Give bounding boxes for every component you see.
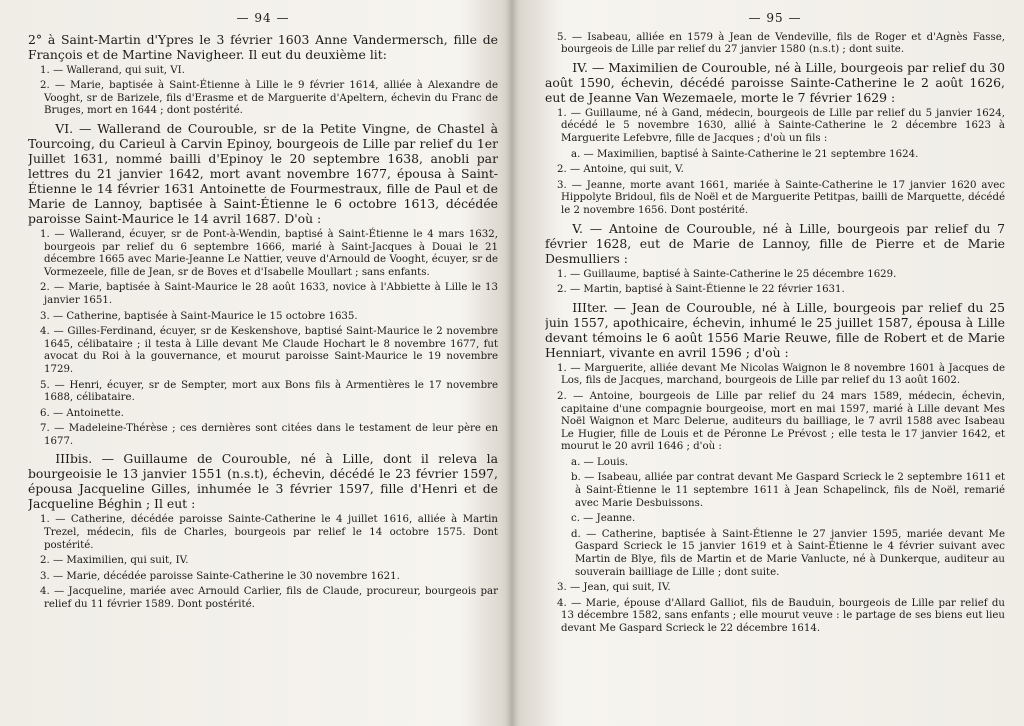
paragraph: a. — Maximilien, baptisé à Sainte-Catherine le 21 septembre 1624. (571, 148, 919, 160)
paragraph: c. — Jeanne. (571, 513, 636, 525)
paragraph: 6. — Antoinette. (40, 407, 124, 419)
paragraph: 5. — Henri, écuyer, sr de Sempter, mort aux Bons fils à Armentières le 17 novembre 1688, célibataire. (40, 379, 498, 404)
paragraph: 1. — Wallerand, qui suit, VI. (40, 64, 185, 76)
paragraph: IIIbis. — Guillaume de Courouble, né à Lille, dont il releva la bourgeoisie le 13 janvier 1551 (n.s.t), échevin, décédé le 23 février 1597, épousa Jacqueline Gilles, inhumée le 3 février 1597, fille d'Henri et de Jacqueline Béghin ; Il eut : (28, 451, 498, 512)
right-page-body (545, 32, 1005, 639)
right-page (545, 12, 1005, 712)
paragraph: 4. — Marie, épouse d'Allard Galliot, fils de Bauduin, bourgeois de Lille par relief du 13 décembre 1582, sans enfants ; elle mourut veuve : le partage de ses biens eut lieu devant Me Gaspard Scrieck le 22 décembre 1614. (557, 597, 1005, 634)
paragraph: 2. — Antoine, bourgeois de Lille par relief du 24 mars 1589, médecin, échevin, capitaine d'une compagnie bourgeoise, mort en mai 1597, marié à Lille devant Mes Noël Waignon et Marc Delerue, auditeurs du bailliage, le 7 avril 1588 avec Isabeau Le Hugier, fille de Louis et de Péronne Le Prévost ; elle testa le 17 janvier 1642, et mourut le 20 avril 1646 ; d'où : (557, 390, 1005, 453)
paragraph: 5. — Isabeau, alliée en 1579 à Jean de Vendeville, fils de Roger et d'Agnès Fasse, bourgeois de Lille par relief du 27 janvier 1580 (n.s.t) ; dont suite. (557, 31, 1005, 56)
paragraph: V. — Antoine de Courouble, né à Lille, bourgeois par relief du 7 février 1628, eut de Marie de Lannoy, fille de Pierre et de Marie Desmulliers : (545, 220, 1005, 266)
paragraph-gap (545, 636, 1005, 639)
paragraph: 2. — Marie, baptisée à Saint-Maurice le 28 août 1633, novice à l'Abbiette à Lille le 13 janvier 1651. (40, 282, 498, 306)
paragraph: 2. — Martin, baptisé à Saint-Étienne le 22 février 1631. (557, 284, 845, 296)
paragraph-gap (28, 612, 498, 615)
paragraph: 7. — Madeleine-Thérèse ; ces dernières sont citées dans le testament de leur père en 1677. (40, 423, 498, 447)
paragraph: a. — Louis. (571, 456, 629, 468)
paragraph: 1. — Wallerand, écuyer, sr de Pont-à-Wendin, baptisé à Saint-Étienne le 4 mars 1632, bourgeois par relief du 6 septembre 1666, marié à Saint-Jacques à Douai le 21 décembre 1665 avec Marie-Jeanne Le Nattier, veuve d'Arnould de Vooght, écuyer, sr de Vormezeele, fille de Jean, sr de Boves et d'Isabelle Moullart ; sans enfants. (40, 228, 498, 278)
paragraph: 4. — Jacqueline, mariée avec Arnould Carlier, fils de Claude, procureur, bourgeois par relief du 11 février 1589. Dont postérité. (40, 586, 498, 611)
paragraph: 2. — Antoine, qui suit, V. (557, 164, 684, 176)
left-page-body (28, 32, 498, 615)
left-page (28, 12, 498, 712)
paragraph: 1. — Guillaume, baptisé à Sainte-Catherine le 25 décembre 1629. (557, 268, 897, 280)
book-gutter (506, 0, 518, 726)
paragraph: IV. — Maximilien de Courouble, né à Lille, bourgeois par relief du 30 août 1590, échevin, décédé paroisse Sainte-Catherine le 2 août 1626, eut de Jeanne Van Wezemaele, morte le 7 février 1629 : (545, 59, 1005, 105)
paragraph: 3. — Catherine, baptisée à Saint-Maurice le 15 octobre 1635. (40, 310, 358, 322)
paragraph: 1. — Catherine, décédée paroisse Sainte-Catherine le 4 juillet 1616, alliée à Martin Trezel, médecin, fils de Charles, bourgeois par relief le 14 octobre 1575. Dont postérité. (40, 514, 498, 551)
paragraph: 2. — Marie, baptisée à Saint-Étienne à Lille le 9 février 1614, alliée à Alexandre de Vooght, sr de Barizele, fils d'Erasme et de Marguerite d'Apeltern, échevin du Franc de Bruges, mort en 1644 ; dont postérité. (40, 80, 498, 117)
paragraph: 1. — Marguerite, alliée devant Me Nicolas Waignon le 8 novembre 1601 à Jacques de Los, fils de Jacques, marchand, bourgeois de Lille par relief du 13 août 1602. (557, 362, 1005, 387)
paragraph: b. — Isabeau, alliée par contrat devant Me Gaspard Scrieck le 2 septembre 1611 et à Saint-Étienne le 11 septembre 1611 à Jean Schapelinck, fils de Noël, remarié avec Marie Desbuissons. (571, 472, 1005, 509)
paragraph: VI. — Wallerand de Courouble, sr de la Petite Vingne, de Chastel à Tourcoing, du Carieul à Carvin Epinoy, bourgeois de Lille par relief du 1er Juillet 1631, nommé bailli d'Epinoy le 20 septembre 1638, anobli par lettres du 21 janvier 1642, mort avant novembre 1677, épousa à Saint-Étienne le 14 février 1631 Antoinette de Fourmestraux, fille de Paul et de Marie de Lannoy, baptisée à Saint-Étienne le 6 octobre 1613, décédée paroisse Saint-Maurice le 14 avril 1687. D'où : (28, 120, 498, 226)
paragraph: 3. — Marie, décédée paroisse Sainte-Catherine le 30 novembre 1621. (40, 570, 400, 582)
paragraph: d. — Catherine, baptisée à Saint-Étienne le 27 janvier 1595, mariée devant Me Gaspard Scrieck le 15 janvier 1619 et à Saint-Étienne le 4 février suivant avec Martin de Blye, fils de Martin et de Marie Vanlucte, né à Dunkerque, auditeur au souverain bailliage de Lille ; dont suite. (571, 528, 1005, 578)
paragraph: 3. — Jean, qui suit, IV. (557, 582, 671, 594)
paragraph: 3. — Jeanne, morte avant 1661, mariée à Sainte-Catherine le 17 janvier 1620 avec Hippolyte Bridoul, fils de Noël et de Marguerite Petitpas, bailli de Marquette, décédé le 2 novembre 1656. Dont postérité. (557, 179, 1005, 216)
paragraph: 1. — Guillaume, né à Gand, médecin, bourgeois de Lille par relief du 5 janvier 1624, décédé le 5 novembre 1630, allié à Sainte-Catherine le 2 décembre 1623 à Marguerite Lefebvre, fille de Jacques ; d'où un fils : (557, 107, 1005, 144)
paragraph: 2° à Saint-Martin d'Ypres le 3 février 1603 Anne Vandermersch, fille de François et de Martine Navigheer. Il eut du deuxième lit: (28, 31, 498, 62)
paragraph: 2. — Maximilien, qui suit, IV. (40, 555, 189, 567)
paragraph: IIIter. — Jean de Courouble, né à Lille, bourgeois par relief du 25 juin 1557, apothicaire, échevin, inhumé le 25 juillet 1587, épousa à Lille devant témoins le 6 août 1556 Marie Reuwe, fille de Robert et de Marie Henniart, vivante en avril 1596 ; d'où : (545, 299, 1005, 360)
left-page-number: — 94 — (236, 12, 290, 25)
right-page-number: — 95 — (748, 12, 802, 25)
paragraph: 4. — Gilles-Ferdinand, écuyer, sr de Keskenshove, baptisé Saint-Maurice le 2 novembre 1645, célibataire ; il testa à Lille devant Me Claude Hochart le 8 novembre 1677, fut avocat du Roi à la gouvernance, et mourut paroisse Saint-Maurice le 19 novembre 1729. (40, 326, 498, 375)
